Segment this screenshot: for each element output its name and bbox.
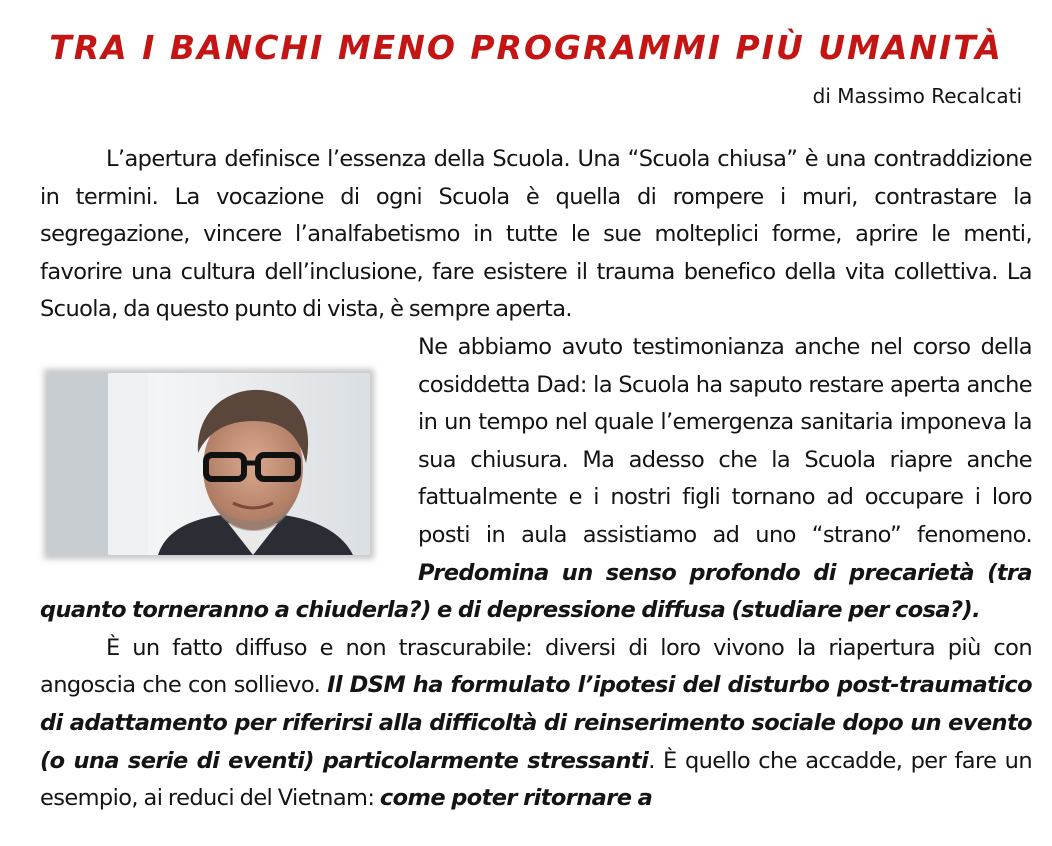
article-body — [40, 141, 1032, 818]
paragraph-3-text-a: È un fatto diffuso e non trascurabile: diversi di loro vivono la riapertura più con angoscia che con sollievo. — [40, 634, 1032, 699]
paragraph-1: L’apertura definisce l’essenza della Scuola. Una “Scuola chiusa” è una contraddizione in termini. La vocazione di ogni Scuola è quella di rompere i muri, contrastare la segregazione, vincere l’analfabetismo in tutte le sue molteplici forme, aprire le menti, favorire una cultura dell’inclusione, fare esistere il trauma benefico della vita collettiva. La Scuola, da questo punto di vista, è sempre aperta. — [40, 146, 1032, 323]
author-photo — [48, 373, 370, 555]
paragraph-3 — [40, 630, 1032, 818]
paragraph-2-emphasis: Predomina un senso profondo di precarietà (tra quanto torneranno a chiuderla?) e di depressione diffusa (studiare per cosa?). — [40, 559, 1032, 624]
paragraph-3-emphasis-a: Il DSM ha formulato l’ipotesi del disturbo post-traumatico di adattamento per riferirsi alla difficoltà di reinserimento sociale dopo un evento (o una serie di eventi) particolarmente stressanti — [40, 672, 1032, 774]
paragraph-2-text: Ne abbiamo avuto testimonianza anche nel corso della cosiddetta Dad: la Scuola ha saputo restare aperta anche in un tempo nel quale l’emergenza sanitaria imponeva la sua chiusura. Ma adesso che la Scuola riapre anche fattualmente e i nostri figli tornano ad occupare i loro posti in aula assistiamo ad uno “strano” fenomeno. — [418, 333, 1032, 548]
author-portrait-image — [48, 373, 370, 555]
paragraph-3-emphasis-b: come poter ritornare a — [379, 785, 653, 812]
byline: di Massimo Recalcati — [812, 84, 1022, 108]
paragraph-3-text-b: . È quello che accadde, per fare un esempio, ai reduci del Vietnam: — [40, 747, 1032, 812]
article-title: TRA I BANCHI MENO PROGRAMMI PIÙ UMANITÀ — [49, 28, 1003, 67]
